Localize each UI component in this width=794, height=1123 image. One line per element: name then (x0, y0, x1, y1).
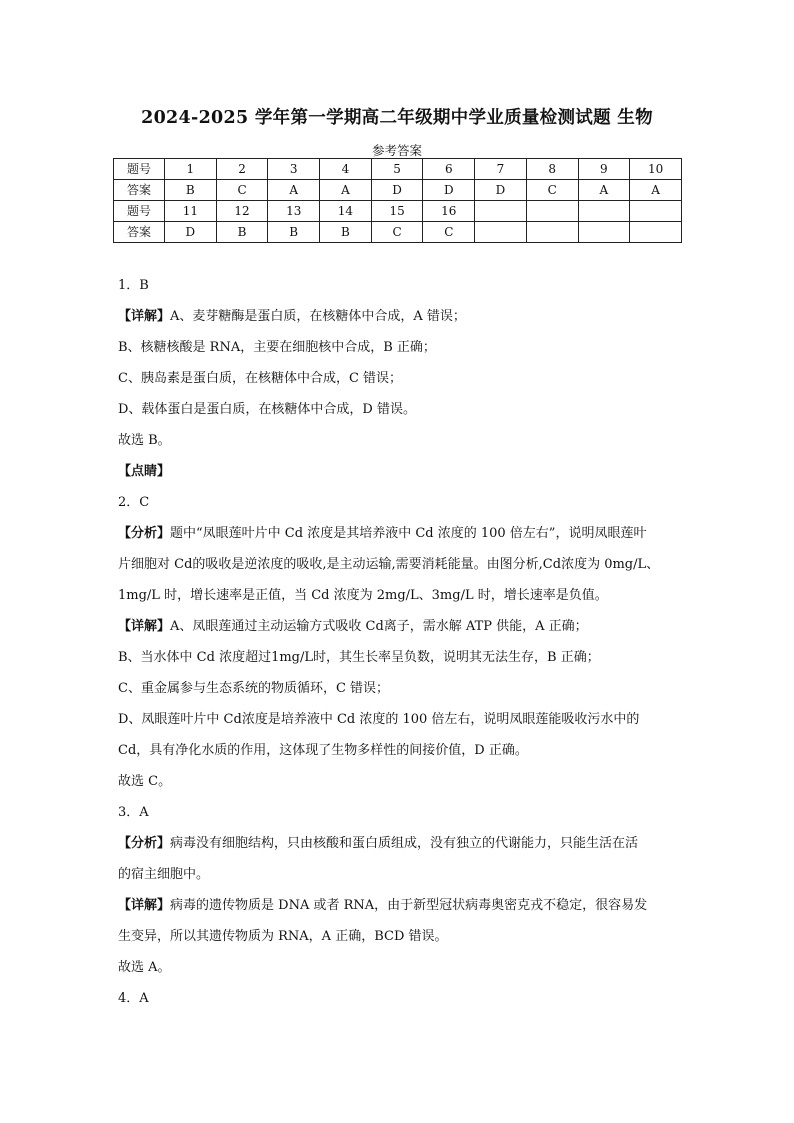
answer-table-cell: 8 (526, 159, 578, 180)
answer-table-row (114, 180, 682, 201)
q3-heading: 3．A (118, 805, 149, 820)
answer-table-cell: C (423, 222, 475, 243)
answer-table-cell: 9 (578, 159, 630, 180)
q2-analysis (118, 518, 683, 549)
answer-explanations (118, 270, 683, 1014)
answer-table-row (114, 159, 682, 180)
answer-table-cell: B (165, 180, 217, 201)
answer-table-cell: C (371, 222, 423, 243)
answer-table-cell: B (268, 222, 320, 243)
answer-table-cell: C (216, 180, 268, 201)
q2-option-b: B、当水体中 Cd 浓度超过1mg/L时，其生长率呈负数，说明其无法生存，B 正确； (118, 650, 600, 665)
q3-detail-line-2: 生变异，所以其遗传物质为 RNA，A 正确，BCD 错误。 (118, 929, 448, 944)
q1-choice: 故选 B。 (118, 433, 171, 448)
answer-table-cell: 1 (165, 159, 217, 180)
answer-table-cell: D (371, 180, 423, 201)
q2-analysis-line-3: 1mg/L 时，增长速率是正值，当 Cd 浓度为 2mg/L、3mg/L 时，增长速率是负值。 (118, 588, 608, 603)
q1-heading: 1．B (118, 278, 149, 293)
answer-table-cell: A (630, 180, 682, 201)
answer-table-cell (526, 201, 578, 222)
q2-choice: 故选 C。 (118, 774, 172, 789)
q2-option-c: C、重金属参与生态系统的物质循环，C 错误； (118, 681, 390, 696)
q2-analysis-line-2: 片细胞对 Cd的吸收是逆浓度的吸收,是主动运输,需要消耗能量。由图分析,Cd浓度为 0mg/L、 (118, 557, 660, 572)
answer-table-row (114, 201, 682, 222)
q1-option-b: B、核糖核酸是 RNA，主要在细胞核中合成，B 正确； (118, 340, 436, 355)
q2-detail-text: A、凤眼莲通过主动运输方式吸收 Cd离子，需水解 ATP 供能，A 正确； (170, 619, 588, 634)
answer-table-cell: D (423, 180, 475, 201)
q2-analysis-tag: 【分析】 (118, 526, 171, 541)
answer-table-cell: B (320, 222, 372, 243)
answer-table-row-label: 题号 (114, 201, 165, 222)
answer-table-cell: 4 (320, 159, 372, 180)
q1-detail-text: A、麦芽糖酶是蛋白质，在核糖体中合成，A 错误； (170, 309, 466, 324)
answer-table-cell: 16 (423, 201, 475, 222)
q1-detail-tag: 【详解】 (118, 309, 171, 324)
answer-table-cell: 15 (371, 201, 423, 222)
answer-table-cell (630, 222, 682, 243)
q1-point-tag: 【点睛】 (118, 464, 171, 479)
q4-heading: 4．A (118, 991, 149, 1006)
answer-table-cell: 10 (630, 159, 682, 180)
q2-option-d-line-2: Cd，具有净化水质的作用，这体现了生物多样性的间接价值，D 正确。 (118, 743, 528, 758)
answer-table-cell: C (526, 180, 578, 201)
q3-analysis-line-2: 的宿主细胞中。 (118, 867, 210, 882)
answer-table-cell: A (320, 180, 372, 201)
answer-table-cell: 2 (216, 159, 268, 180)
answer-table-cell: 12 (216, 201, 268, 222)
answer-table-cell: D (165, 222, 217, 243)
q1-detail (118, 301, 683, 332)
q3-analysis-text-1: 病毒没有细胞结构，只由核酸和蛋白质组成，没有独立的代谢能力，只能生活在活 (170, 836, 639, 851)
answer-table-row-label: 答案 (114, 222, 165, 243)
answer-table-cell: 3 (268, 159, 320, 180)
q1-option-c: C、胰岛素是蛋白质，在核糖体中合成，C 错误； (118, 371, 403, 386)
answer-table-cell: 7 (475, 159, 527, 180)
answer-table-cell: B (216, 222, 268, 243)
answer-table (113, 158, 682, 243)
answer-table-row-label: 题号 (114, 159, 165, 180)
answer-table-cell: A (268, 180, 320, 201)
answer-table-cell (578, 201, 630, 222)
answer-table-cell (630, 201, 682, 222)
answer-table-cell (475, 222, 527, 243)
q2-heading: 2．C (118, 495, 150, 510)
q3-analysis (118, 828, 683, 859)
answer-table-cell: 11 (165, 201, 217, 222)
answer-table-cell: 13 (268, 201, 320, 222)
q3-detail-tag: 【详解】 (118, 898, 171, 913)
answer-table-cell: 6 (423, 159, 475, 180)
q3-detail (118, 890, 683, 921)
answer-table-cell: D (475, 180, 527, 201)
answer-table-row (114, 222, 682, 243)
answer-table-cell: 5 (371, 159, 423, 180)
q3-choice: 故选 A。 (118, 960, 171, 975)
answer-table-cell (475, 201, 527, 222)
answer-table-cell (526, 222, 578, 243)
page-title: 2024-2025 学年第一学期高二年级期中学业质量检测试题 生物 (141, 108, 653, 128)
answer-table-cell: 14 (320, 201, 372, 222)
q2-option-d-line-1: D、凤眼莲叶片中 Cd浓度是培养液中 Cd 浓度的 100 倍左右，说明凤眼莲能吸收污水中的 (118, 712, 640, 727)
q2-detail (118, 611, 683, 642)
q2-detail-tag: 【详解】 (118, 619, 171, 634)
q3-detail-text-1: 病毒的遗传物质是 DNA 或者 RNA，由于新型冠状病毒奥密克戎不稳定，很容易发 (170, 898, 648, 913)
answer-table-cell: A (578, 180, 630, 201)
q3-analysis-tag: 【分析】 (118, 836, 171, 851)
answer-table-cell (578, 222, 630, 243)
q1-option-d: D、载体蛋白是蛋白质，在核糖体中合成，D 错误。 (118, 402, 416, 417)
q2-analysis-text-1: 题中“凤眼莲叶片中 Cd 浓度是其培养液中 Cd 浓度的 100 倍左右”，说明凤眼莲叶 (170, 526, 647, 541)
page-subtitle: 参考答案 (371, 143, 422, 158)
answer-table-row-label: 答案 (114, 180, 165, 201)
